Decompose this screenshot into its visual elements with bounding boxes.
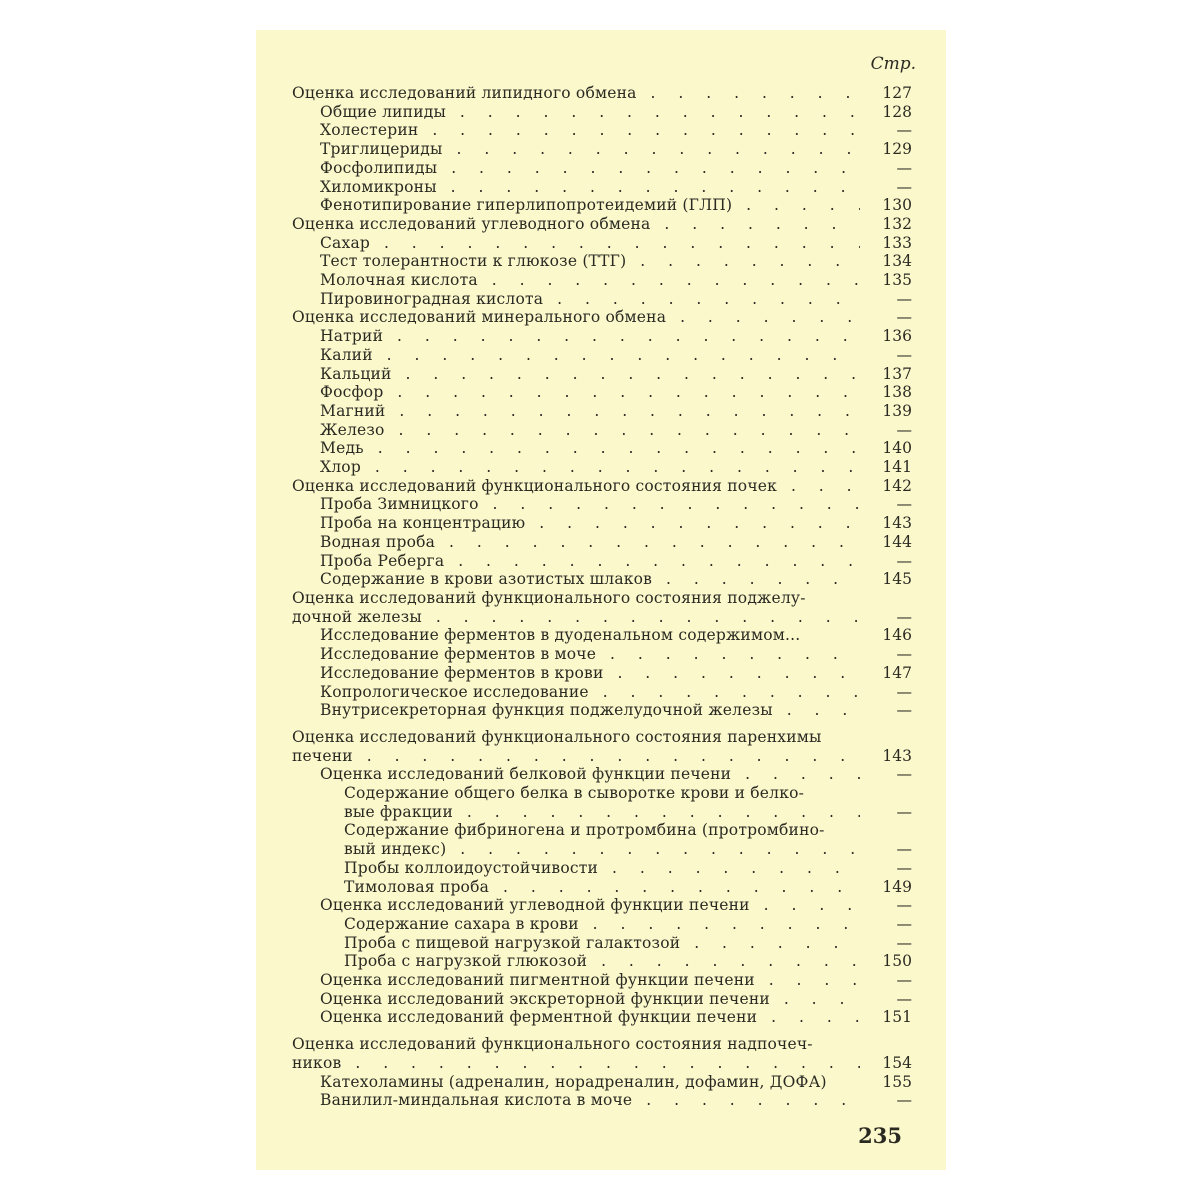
toc-entry-title: вый индекс) . . . (344, 840, 860, 859)
toc-entry (292, 308, 912, 327)
toc-entry (292, 327, 912, 346)
toc-entry (292, 859, 912, 878)
toc-entry-page: 147 (882, 663, 912, 682)
toc-entry (292, 990, 912, 1009)
toc-entry-title: Тимоловая проба . . . (344, 878, 860, 897)
toc-entry-title: Сахар . . . (320, 234, 860, 253)
toc-entry-page: 146 (882, 626, 912, 645)
toc-entry (292, 570, 912, 589)
toc-entry (292, 971, 912, 990)
toc-entry (292, 645, 912, 664)
toc-entry-title: Оценка исследований функционального состояния надпочеч- (292, 1035, 813, 1054)
toc-entry (292, 728, 912, 747)
toc-entry (292, 234, 912, 253)
toc-entry-title: Пировиноградная кислота . . . (320, 290, 860, 309)
toc-entry-title: Содержание фибриногена и протромбина (протромбино- (344, 821, 825, 840)
toc-entry-page: 141 (882, 458, 912, 477)
toc-entry (292, 383, 912, 402)
toc-entry-title: Холестерин . . . (320, 121, 860, 140)
toc-entry-page: 151 (882, 1008, 912, 1027)
toc-entry-title: Фенотипирование гиперлипопротеидемий (ГЛП) . . . (320, 196, 860, 215)
toc-entry-title: Содержание в крови азотистых шлаков . . . (320, 570, 860, 589)
toc-entry (292, 952, 912, 971)
toc-entry-title: Проба с нагрузкой глюкозой . . . (344, 952, 860, 971)
toc-entry-title: Содержание сахара в крови . . . (344, 915, 860, 934)
toc-entry-page: 140 (882, 439, 912, 458)
toc-entry (292, 477, 912, 496)
toc-entry (292, 915, 912, 934)
toc-entry-page: — (896, 289, 912, 308)
toc-entry-page: — (896, 495, 912, 514)
toc-entry-page: — (896, 765, 912, 784)
toc-entry-title: Исследование ферментов в крови . . . (320, 664, 860, 683)
toc-entry-title: Копрологическое исследование . . . (320, 683, 860, 702)
toc-entry-page: 144 (882, 532, 912, 551)
toc-entry-title: Общие липиды . . . (320, 103, 860, 122)
toc-entry (292, 608, 912, 627)
toc-entry-title: вые фракции . . . (344, 803, 860, 822)
toc-entry-page: 135 (882, 271, 912, 290)
toc-entry-title: Хиломикроны . . . (320, 178, 860, 197)
toc-entry-title: Оценка исследований белковой функции печени . . . (320, 765, 860, 784)
toc-entry-title: Оценка исследований углеводной функции печени . . . (320, 896, 860, 915)
toc-entry (292, 215, 912, 234)
toc-entry-title: Оценка исследований минерального обмена . . . (292, 308, 860, 327)
toc-entry (292, 252, 912, 271)
toc-entry (292, 1035, 912, 1054)
toc-entry-page: 154 (882, 1053, 912, 1072)
toc-entry-title: Оценка исследований функционального состояния поджелу- (292, 588, 806, 607)
toc-entry (292, 840, 912, 859)
toc-entry-page: 137 (882, 364, 912, 383)
toc-entry-page: — (896, 420, 912, 439)
toc-entry-page: — (896, 858, 912, 877)
toc-entry-page: — (896, 914, 912, 933)
page-column-header: Стр. (870, 54, 916, 74)
toc-entry-title: ников . . . (292, 1054, 860, 1073)
toc-entry-page: 129 (882, 140, 912, 159)
toc-entry-title: Медь . . . (320, 439, 860, 458)
toc-entry-title: Фосфор . . . (320, 383, 860, 402)
toc-entry (292, 346, 912, 365)
toc-entry-title: Хлор . . . (320, 458, 860, 477)
toc-entry-page: 128 (882, 102, 912, 121)
toc-entry-title: Кальций . . . (320, 365, 860, 384)
toc-entry-page: 136 (882, 327, 912, 346)
toc-entry (292, 290, 912, 309)
toc-entry-title: Оценка исследований функционального состояния почек . . . (292, 477, 860, 496)
toc-entry-title: Оценка исследований ферментной функции печени . . . (320, 1008, 860, 1027)
toc-entry (292, 159, 912, 178)
toc-entry (292, 803, 912, 822)
toc-entry (292, 1073, 912, 1092)
toc-entry-title: Оценка исследований экскреторной функции печени . . . (320, 990, 860, 1009)
toc-entry-title: Исследование ферментов в дуоденальном содержимом... (320, 626, 801, 645)
toc-entry (292, 458, 912, 477)
toc-entry-page: 150 (882, 952, 912, 971)
toc-entry-title: Водная проба . . . (320, 533, 860, 552)
book-page (256, 30, 946, 1170)
toc-entry (292, 683, 912, 702)
toc-entry (292, 1091, 912, 1110)
toc-entry-page: — (896, 345, 912, 364)
toc-entry (292, 701, 912, 720)
toc-entry (292, 896, 912, 915)
toc-entry (292, 533, 912, 552)
toc-entry (292, 121, 912, 140)
toc-entry (292, 402, 912, 421)
toc-entry (292, 1054, 912, 1073)
toc-entry (292, 196, 912, 215)
toc-entry-title: Исследование ферментов в моче . . . (320, 645, 860, 664)
toc-entry (292, 589, 912, 608)
toc-entry-page: 138 (882, 383, 912, 402)
toc-entry-title: Триглицериды . . . (320, 140, 860, 159)
toc-entry-page: 155 (882, 1072, 912, 1091)
toc-entry (292, 552, 912, 571)
toc-entry (292, 439, 912, 458)
toc-entry-page: — (896, 896, 912, 915)
toc-entry (292, 365, 912, 384)
toc-entry (292, 103, 912, 122)
toc-entry-title: Оценка исследований пигментной функции печени . . . (320, 971, 860, 990)
toc-entry-page: — (896, 645, 912, 664)
toc-entry-title: Фосфолипиды . . . (320, 159, 860, 178)
toc-entry-title: Оценка исследований липидного обмена . . . (292, 84, 860, 103)
toc-entry-page: 143 (882, 746, 912, 765)
toc-entry-page: 134 (882, 252, 912, 271)
toc-entry-page: 132 (882, 214, 912, 233)
toc-entry-title: Калий . . . (320, 346, 860, 365)
toc-entry-title: печени . . . (292, 747, 860, 766)
toc-entry (292, 514, 912, 533)
toc-entry-page: — (896, 177, 912, 196)
toc-entry-title: Молочная кислота . . . (320, 271, 860, 290)
toc-entry-title: Железо . . . (320, 421, 860, 440)
toc-entry-title: дочной железы . . . (292, 608, 860, 627)
toc-entry (292, 765, 912, 784)
toc-entry-page: 149 (882, 877, 912, 896)
toc-entry-title: Проба Реберга . . . (320, 552, 860, 571)
toc-entry-title: Тест толерантности к глюкозе (ТТГ) . . . (320, 252, 860, 271)
toc-entry-page: — (896, 308, 912, 327)
toc-entry-page: — (896, 840, 912, 859)
toc-entry-title: Оценка исследований углеводного обмена . . . (292, 215, 860, 234)
toc-entry-title: Содержание общего белка в сыворотке крови и белко- (344, 784, 805, 803)
toc-entry (292, 421, 912, 440)
toc-entry (292, 878, 912, 897)
toc-entry (292, 821, 912, 840)
toc-entry-page: — (896, 607, 912, 626)
toc-entry-page: — (896, 802, 912, 821)
toc-entry (292, 178, 912, 197)
toc-entry (292, 140, 912, 159)
toc-entry-title: Проба на концентрацию . . . (320, 514, 860, 533)
table-of-contents (292, 84, 912, 1110)
page-number: 235 (858, 1123, 902, 1148)
toc-entry (292, 784, 912, 803)
toc-entry-page: — (896, 158, 912, 177)
toc-entry-page: 130 (882, 196, 912, 215)
toc-entry (292, 271, 912, 290)
toc-entry (292, 934, 912, 953)
toc-entry-title: Катехоламины (адреналин, норадреналин, дофамин, ДОФА) (320, 1072, 827, 1091)
toc-entry-page: 127 (882, 84, 912, 102)
toc-entry-page: — (896, 121, 912, 140)
toc-entry-page: 133 (882, 233, 912, 252)
toc-entry-title: Проба Зимницкого . . . (320, 495, 860, 514)
toc-entry-page: — (896, 933, 912, 952)
toc-entry-page: 143 (882, 514, 912, 533)
toc-entry-title: Пробы коллоидоустойчивости . . . (344, 859, 860, 878)
toc-entry-title: Проба с пищевой нагрузкой галактозой . . . (344, 934, 860, 953)
toc-entry-title: Ванилил-миндальная кислота в моче . . . (320, 1091, 860, 1110)
toc-entry-title: Магний . . . (320, 402, 860, 421)
toc-entry-page: — (896, 989, 912, 1008)
toc-entry-title: Внутрисекреторная функция поджелудочной железы . . . (320, 701, 860, 720)
toc-entry-page: 139 (882, 401, 912, 420)
toc-entry-page: — (896, 551, 912, 570)
toc-entry (292, 1008, 912, 1027)
toc-entry-page: — (896, 1091, 912, 1110)
toc-entry-page: — (896, 971, 912, 990)
toc-entry (292, 84, 912, 103)
toc-entry (292, 626, 912, 645)
toc-entry-page: 142 (882, 476, 912, 495)
toc-entry (292, 747, 912, 766)
toc-entry (292, 495, 912, 514)
toc-entry-title: Оценка исследований функционального состояния паренхимы (292, 727, 822, 746)
toc-entry-title: Натрий . . . (320, 327, 860, 346)
toc-entry-page: 145 (882, 570, 912, 589)
toc-entry (292, 664, 912, 683)
toc-entry-page: — (896, 701, 912, 720)
toc-entry-page: — (896, 682, 912, 701)
